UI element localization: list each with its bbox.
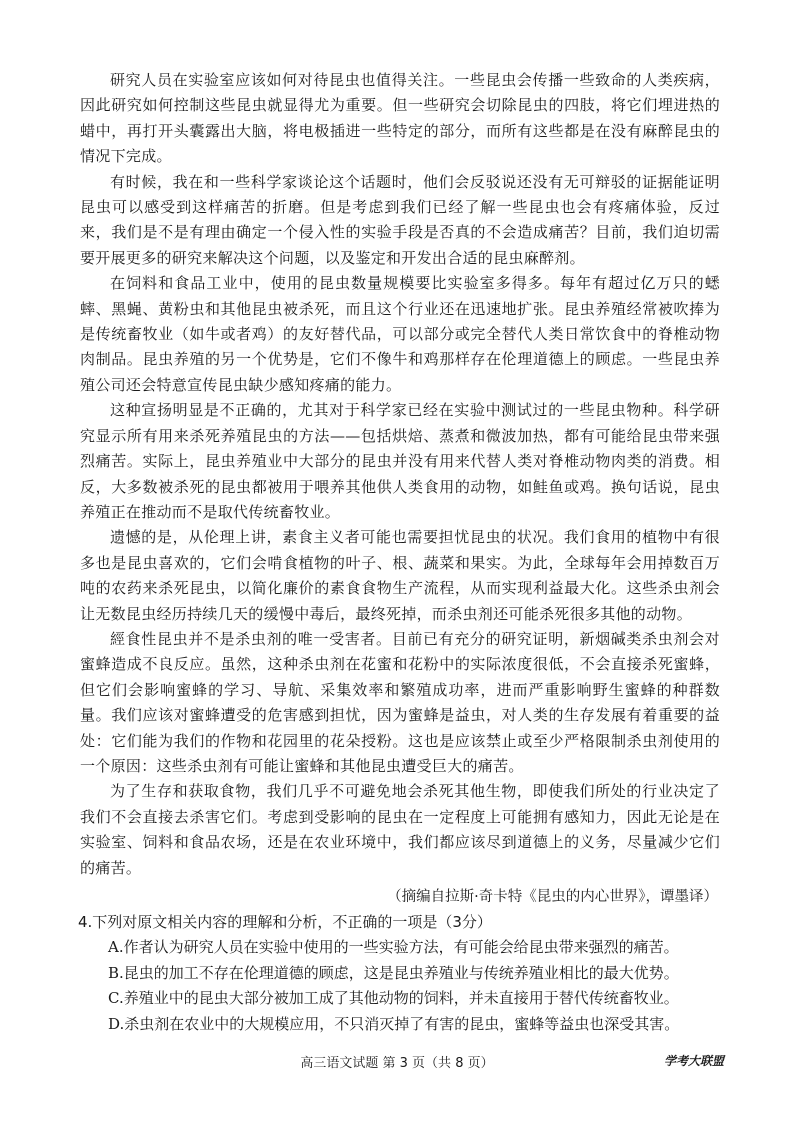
option-b: B.昆虫的加工不存在伦理道德的顾虑，这是昆虫养殖业与传统养殖业相比的最大优势。 [108,963,679,982]
question-stem: 4.下列对原文相关内容的理解和分析，不正确的一项是（3分） [78,913,492,931]
paragraph-5: 遗憾的是，从伦理上讲，素食主义者可能也需要担忧昆虫的状况。我们食用的植物中有很多也是昆虫喜欢的，它们会啃食植物的叶子、根、蔬菜和果实。为此，全球每年会用掉数百万吨的农药来杀死昆虫，以简化廉价的素食食物生产流程，从而实现利益最大化。这些杀虫剂会让无数昆虫经历持续几天的缓慢中毒后，最终死掉，而杀虫剂还可能杀死很多其他的动物。 [80,528,720,623]
option-a: A.作者认为研究人员在实验中使用的一些实验方法，有可能会给昆虫带来强烈的痛苦。 [108,938,679,957]
paragraph-2: 有时候，我在和一些科学家谈论这个话题时，他们会反驳说还没有无可辩驳的证据能证明昆虫可以感受到这样痛苦的折磨。但是考虑到我们已经了解一些昆虫也会有疼痛体验，反过来，我们是不是有理由确定一个侵入性的实验手段是否真的不会造成痛苦？目前，我们迫切需要开展更多的研究来解决这个问题，以及鉴定和开发出合适的昆虫麻醉剂。 [80,172,720,267]
option-c: C.养殖业中的昆虫大部分被加工成了其他动物的饲料，并未直接用于替代传统畜牧业。 [108,989,679,1008]
paragraph-4: 这种宣扬明显是不正确的，尤其对于科学家已经在实验中测试过的一些昆虫物种。科学研究显示所有用来杀死养殖昆虫的方法——包括烘焙、蒸煮和微波加热，都有可能给昆虫带来强烈痛苦。实际上，昆虫养殖业中大部分的昆虫并没有用来代替人类对脊椎动物肉类的消费。相反，大多数被杀死的昆虫都被用于喂养其他供人类食用的动物，如鲑鱼或鸡。换句话说，昆虫养殖正在推动而不是取代传统畜牧业。 [80,401,720,521]
paragraph-3: 在饲料和食品工业中，使用的昆虫数量规模要比实验室多得多。每年有超过亿万只的蟋蟀、黑蝇、黄粉虫和其他昆虫被杀死，而且这个行业还在迅速地扩张。昆虫养殖经常被吹捧为是传统畜牧业（如牛或者鸡）的友好替代品，可以部分或完全替代人类日常饮食中的脊椎动物肉制品。昆虫养殖的另一个优势是，它们不像牛和鸡那样存在伦理道德上的顾虑。一些昆虫养殖公司还会特意宣传昆虫缺少感知疼痛的能力。 [80,274,720,394]
option-d: D.杀虫剂在农业中的大规模应用，不只消灭掉了有害的昆虫，蜜蜂等益虫也深受其害。 [108,1014,680,1033]
paragraph-1: 研究人员在实验室应该如何对待昆虫也值得关注。一些昆虫会传播一些致命的人类疾病，因此研究如何控制这些昆虫就显得尤为重要。但一些研究会切除昆虫的四肢，将它们埋进热的蜡中，再打开头囊露出大脑，将电极插进一些特定的部分，而所有这些都是在没有麻醉昆虫的情况下完成。 [80,71,720,166]
page-number: 高三语文试题 第 3 页（共 8 页） [300,1056,494,1071]
publisher-mark: 学考大联盟 [663,1054,724,1068]
paragraph-6: 經食性昆虫并不是杀虫剂的唯一受害者。目前已有充分的研究证明，新烟碱类杀虫剂会对蜜蜂造成不良反应。虽然，这种杀虫剂在花蜜和花粉中的实际浓度很低，不会直接杀死蜜蜂，但它们会影响蜜蜂的学习、导航、采集效率和繁殖成功率，进而严重影响野生蜜蜂的种群数量。我们应该对蜜蜂遭受的危害感到担忧，因为蜜蜂是益虫，对人类的生存发展有着重要的益处：它们能为我们的作物和花园里的花朵授粉。这也是应该禁止或至少严格限制杀虫剂使用的一个原因：这些杀虫剂有可能让蜜蜂和其他昆虫遭受巨大的痛苦。 [80,629,720,775]
question-4 [80,910,720,1037]
source-citation: （摘编自拉斯·奇卡特《昆虫的内心世界》，谭墨译） [387,889,718,905]
document-body [80,68,720,1037]
paragraph-7: 为了生存和获取食物，我们几乎不可避免地会杀死其他生物，即使我们所处的行业决定了我们不会直接去杀害它们。考虑到受影响的昆虫在一定程度上可能拥有感知力，因此无论是在实验室、饲料和食品农场，还是在农业环境中，我们都应该尽到道德上的义务，尽量减少它们的痛苦。 [80,782,720,877]
